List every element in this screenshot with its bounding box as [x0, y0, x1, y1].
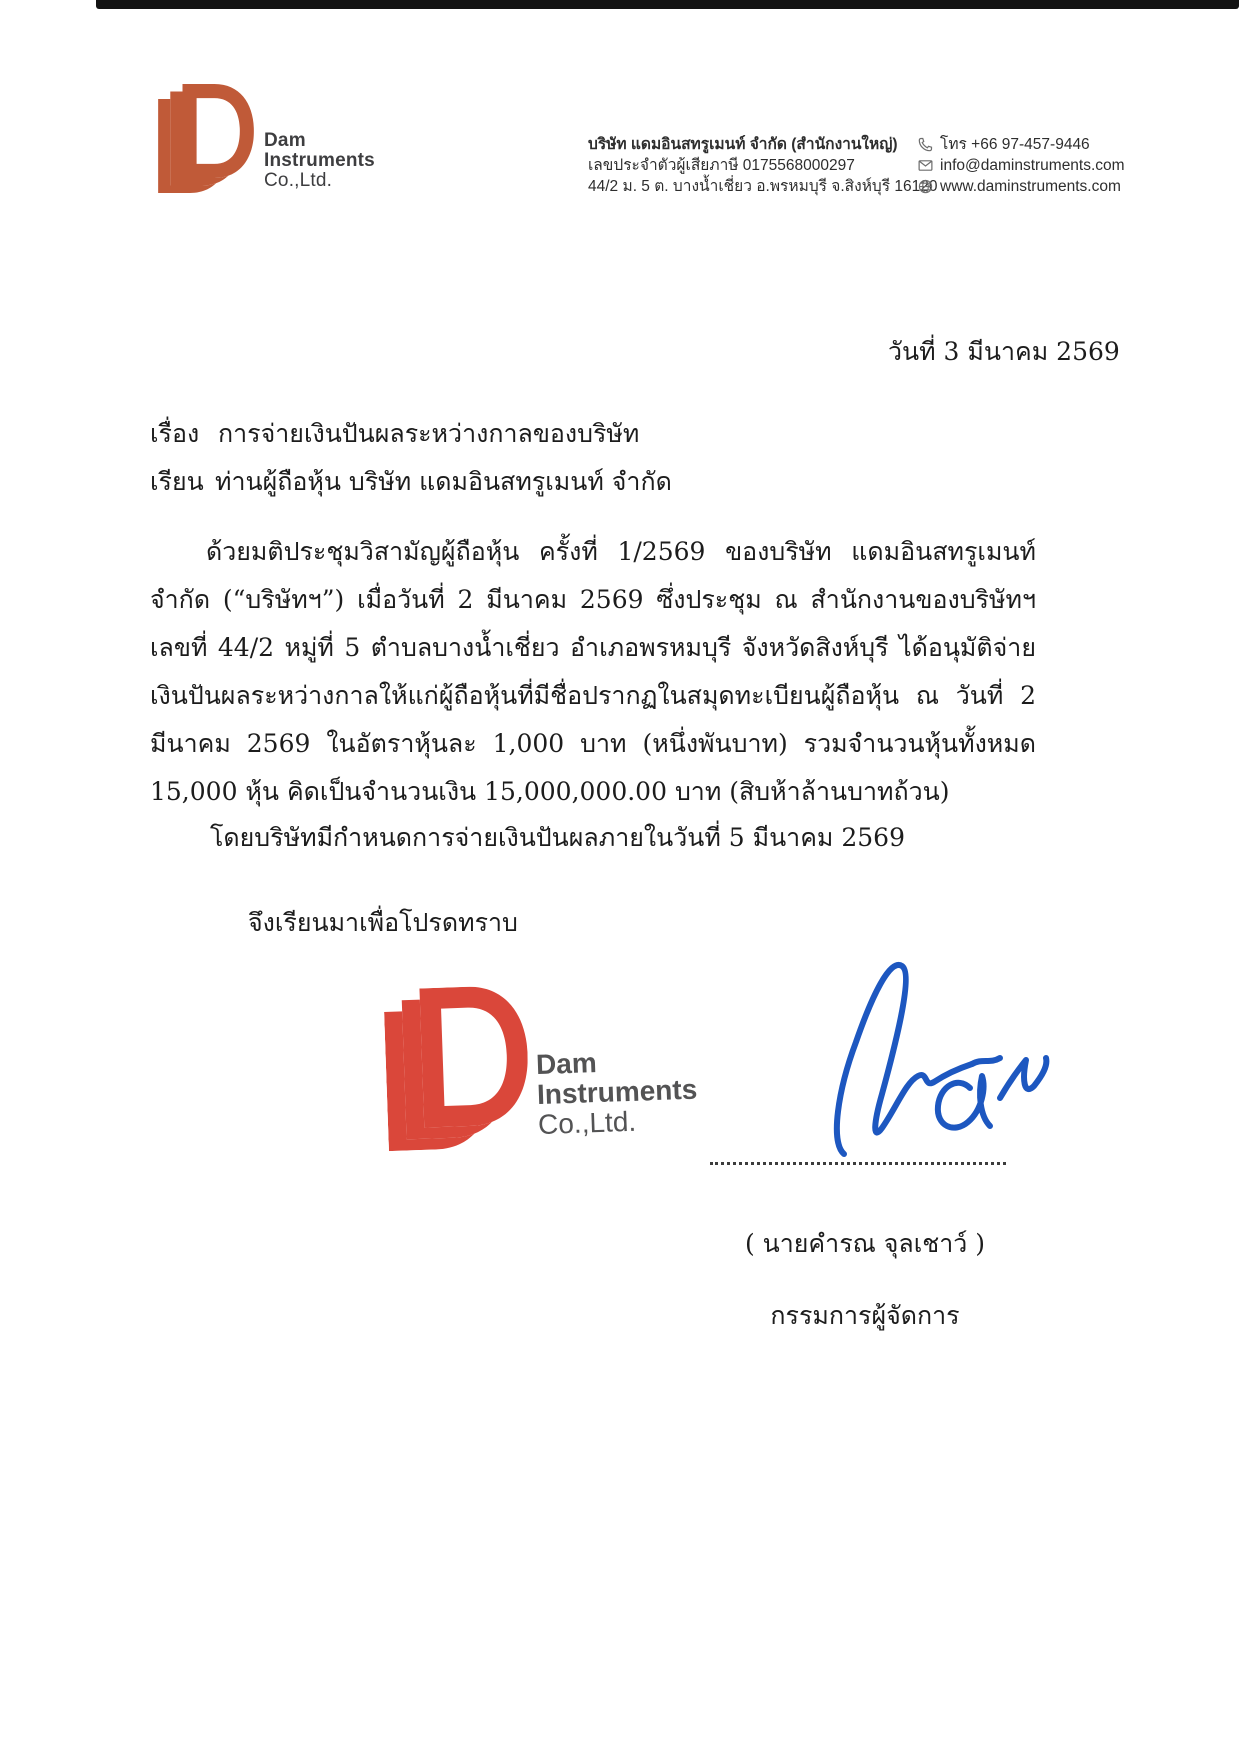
body-paragraph-1: ด้วยมติประชุมวิสามัญผู้ถือหุ้น ครั้งที่ 1/2569 ของบริษัท แดมอินสทรูเมนท์ จำกัด (“บริษัทฯ”) เมื่อวันที่ 2 มีนาคม 2569 ซึ่งประชุม ณ สำนักงานของบริษัทฯ เลขที่ 44/2 หมู่ที่ 5 ตำบลบางน้ำเชี่ยว อำเภอพรหมบุรี จังหวัดสิงห์บุรี ได้อนุมัติจ่ายเงินปันผลระหว่างกาลให้แก่ผู้ถือหุ้นที่มีชื่อปรากฏในสมุดทะเบียนผู้ถือหุ้น ณ วันที่ 2 มีนาคม 2569 ในอัตราหุ้นละ 1,000 บาท (หนึ่งพันบาท) รวมจำนวนหุ้นทั้งหมด 15,000 หุ้น คิดเป็นจำนวนเงิน 15,000,000.00 บาท (สิบห้าล้านบาทถ้วน) — [150, 537, 1036, 806]
scan-artifact-strip — [96, 0, 1239, 9]
contact-info — [918, 134, 1125, 197]
phone-icon — [918, 137, 933, 152]
contact-phone-row — [918, 134, 1125, 155]
letter-date: วันที่ 3 มีนาคม 2569 — [888, 337, 1120, 366]
company-name-line: บริษัท แดมอินสทรูเมนท์ จำกัด (สำนักงานใหญ่) — [588, 136, 898, 153]
stamp-brand-line1: Dam — [535, 1047, 598, 1081]
company-stamp — [383, 979, 699, 1152]
contact-email-row — [918, 155, 1125, 176]
contact-website-row — [918, 176, 1125, 197]
company-logo — [158, 84, 375, 193]
globe-icon — [918, 179, 933, 194]
brand-line2: Instruments — [264, 150, 375, 171]
body-paragraph-2: โดยบริษัทมีกำหนดการจ่ายเงินปันผลภายในวันที่ 5 มีนาคม 2569 — [210, 823, 905, 852]
address-line: 44/2 ม. 5 ต. บางน้ำเชี่ยว อ.พรหมบุรี จ.สิงห์บุรี 16120 — [588, 178, 938, 195]
signature-dotted-line — [710, 1138, 1006, 1165]
company-info — [588, 134, 938, 197]
subject-line — [150, 414, 639, 454]
brand-line1: Dam — [264, 130, 306, 151]
closing-line: จึงเรียนมาเพื่อโปรดทราบ — [248, 908, 518, 937]
subject-label: เรื่อง — [150, 419, 200, 448]
tax-id-line: เลขประจำตัวผู้เสียภาษี 0175568000297 — [588, 157, 855, 174]
brand-name — [264, 131, 375, 191]
signature-scribble — [822, 930, 1052, 1170]
stamp-brand-line2: Instruments — [536, 1073, 698, 1111]
stamp-d-mark-icon — [383, 985, 531, 1152]
contact-website: www.daminstruments.com — [940, 178, 1121, 195]
subject-text: การจ่ายเงินปันผลระหว่างกาลของบริษัท — [218, 419, 640, 448]
salutation-text: ท่านผู้ถือหุ้น บริษัท แดมอินสทรูเมนท์ จำกัด — [215, 467, 672, 496]
mail-icon — [918, 158, 933, 173]
stamp-brand-line3: Co.,Ltd. — [537, 1105, 637, 1141]
salutation-line — [150, 462, 672, 502]
logo-d-mark-icon — [158, 84, 254, 193]
contact-phone: โทร +66 97-457-9446 — [940, 136, 1090, 153]
stamp-brand-name — [535, 1045, 698, 1141]
signer-title: กรรมการผู้จัดการ — [770, 1301, 960, 1330]
contact-email: info@daminstruments.com — [940, 157, 1125, 174]
salutation-label: เรียน — [150, 467, 204, 496]
signer-name: ( นายคำรณ จุลเชาว์ ) — [744, 1229, 986, 1258]
brand-line3: Co.,Ltd. — [264, 170, 333, 191]
